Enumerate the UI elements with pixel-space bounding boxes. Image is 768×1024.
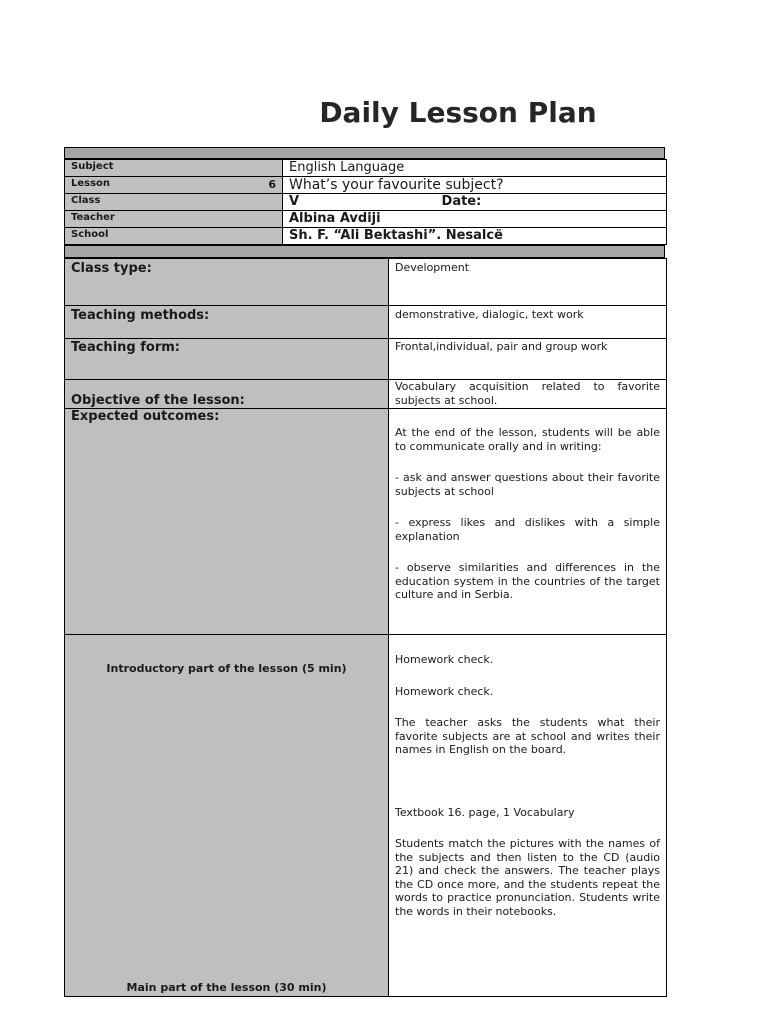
header-bottom-bar: [64, 245, 665, 258]
page-title: Daily Lesson Plan: [319, 96, 597, 129]
objective-value: Vocabulary acquisition related to favorite subjects at school.: [389, 380, 667, 409]
teaching-methods-value: demonstrative, dialogic, text work: [389, 306, 667, 339]
school-label: School: [65, 228, 283, 245]
class-type-value: Development: [389, 259, 667, 306]
subject-value: English Language: [283, 160, 667, 177]
procedure-cell: [389, 635, 667, 997]
procedure-item: Homework check.: [395, 684, 494, 698]
lesson-value: What’s your favourite subject?: [283, 177, 667, 194]
intro-part-label: Introductory part of the lesson (5 min): [106, 662, 347, 675]
teaching-methods-label: Teaching methods:: [65, 306, 389, 339]
outcome-item: At the end of the lesson, students will be able to communicate orally and in writing:: [395, 426, 660, 453]
class-value: V: [289, 194, 300, 209]
teaching-form-label: Teaching form:: [65, 339, 389, 380]
class-type-label: Class type:: [65, 259, 389, 306]
lesson-header-table: [64, 159, 667, 245]
lesson-label-cell: [65, 177, 283, 194]
main-part-label: Main part of the lesson (30 min): [126, 981, 327, 994]
header-top-bar: [64, 147, 665, 159]
school-value: Sh. F. “Ali Bektashi”. Nesalcë: [283, 228, 667, 245]
lesson-body-table: [64, 258, 667, 997]
teaching-form-value: Frontal,individual, pair and group work: [389, 339, 667, 380]
procedure-item: Textbook 16. page, 1 Vocabulary: [395, 805, 575, 819]
objective-label: Objective of the lesson:: [65, 380, 389, 409]
procedure-item: Students match the pictures with the names of the subjects and then listen to the CD (audio 21) and check the answers. The teacher plays the CD once more, and the students repeat the words to practice pronunciation. Students write the words in their notebooks.: [395, 837, 660, 918]
expected-outcomes-label: Expected outcomes:: [65, 409, 389, 635]
class-date-cell: [283, 194, 667, 211]
lesson-parts-cell: [65, 635, 389, 997]
outcome-item: - express likes and dislikes with a simple explanation: [395, 516, 660, 543]
procedure-item: Homework check.: [395, 653, 494, 666]
outcome-item: - ask and answer questions about their favorite subjects at school: [395, 471, 660, 498]
procedure-item: The teacher asks the students what their favorite subjects are at school and writes their names in English on the board.: [395, 716, 660, 756]
expected-outcomes-cell: [389, 409, 667, 635]
date-label: Date:: [441, 194, 482, 209]
outcome-item: - observe similarities and differences in the education system in the countries of the target culture and in Serbia.: [395, 561, 660, 601]
lesson-number: 6: [268, 178, 276, 191]
lesson-label: Lesson: [71, 178, 111, 189]
teacher-label: Teacher: [65, 211, 283, 228]
teacher-value: Albina Avdiji: [283, 211, 667, 228]
class-label: Class: [65, 194, 283, 211]
subject-label: Subject: [65, 160, 283, 177]
